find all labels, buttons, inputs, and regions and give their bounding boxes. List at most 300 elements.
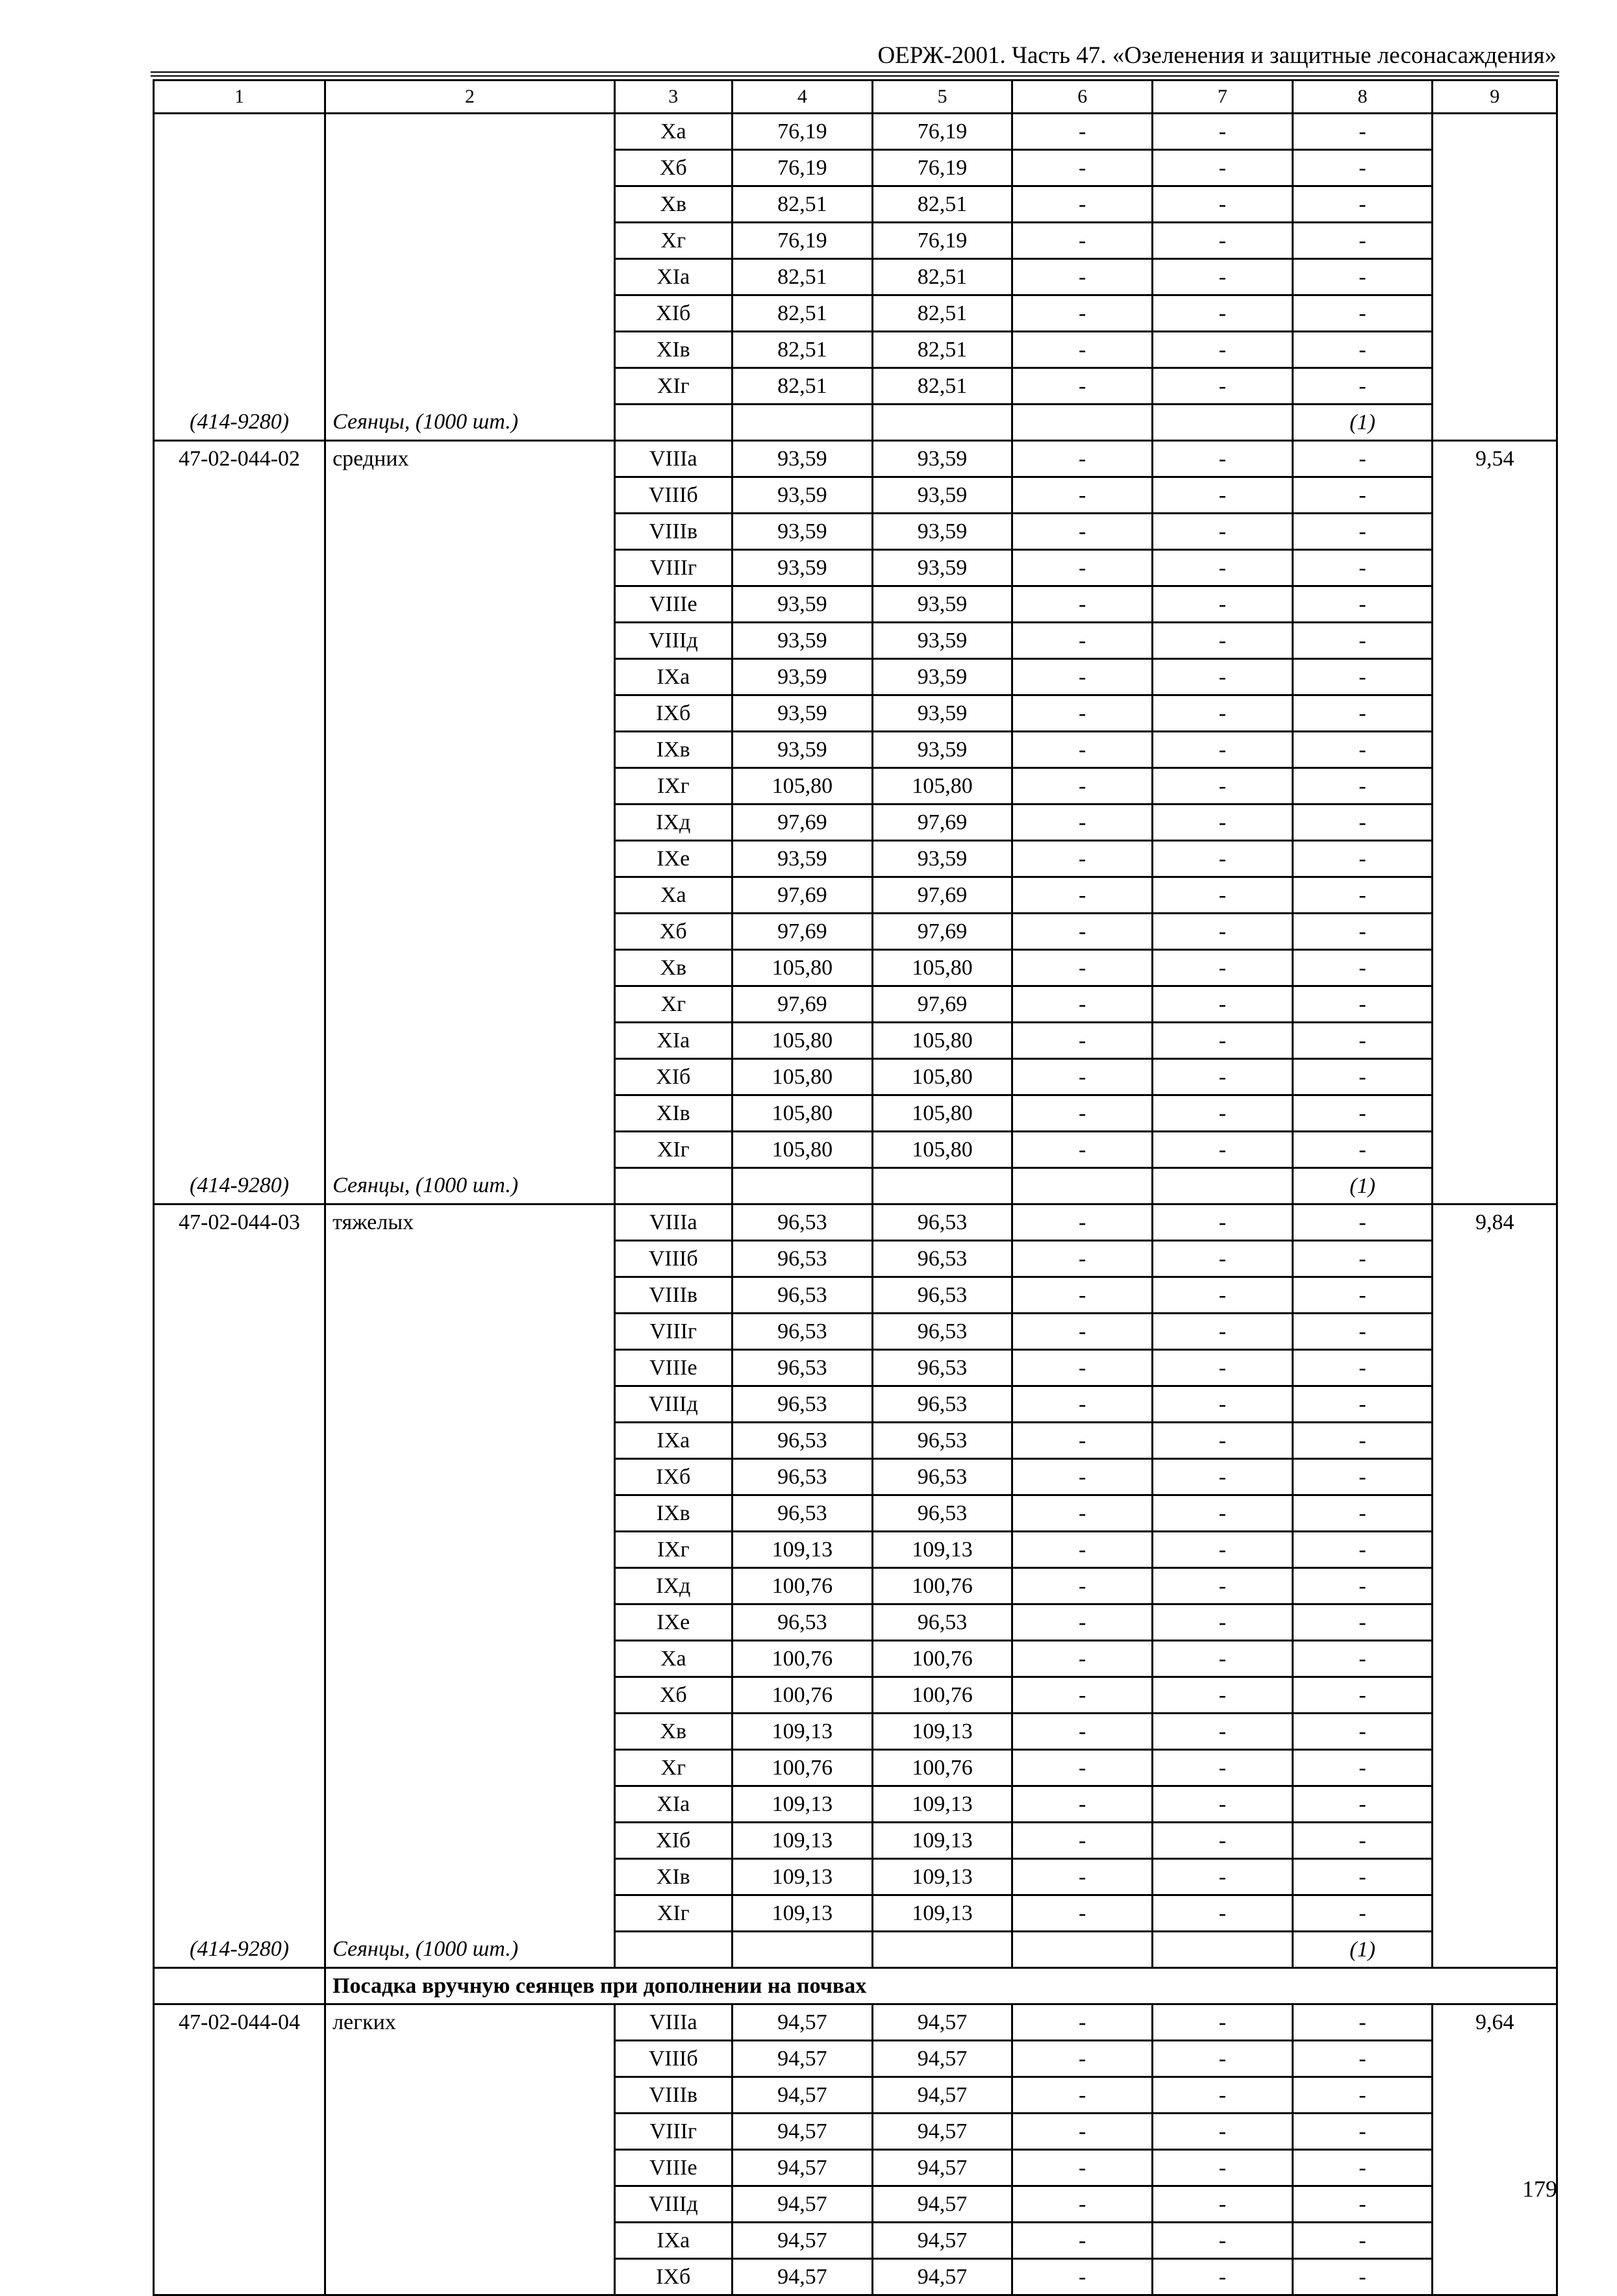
rate-code-cell [154, 586, 325, 623]
value-cell-8: - [1292, 2259, 1433, 2295]
table-row [154, 950, 1557, 986]
table-row [154, 150, 1557, 186]
value-cell-7: - [1153, 1241, 1293, 1277]
column-number: 6 [1012, 81, 1153, 114]
value-cell-6: - [1012, 805, 1153, 841]
value-cell-7: - [1153, 1859, 1293, 1895]
table-row [154, 841, 1557, 877]
work-name-cell [325, 514, 615, 550]
value-cell-7: - [1153, 914, 1293, 950]
resource-qty-cell: (1) [1292, 1168, 1433, 1204]
rate-code-cell [154, 1386, 325, 1423]
zone-cell: Xб [614, 914, 732, 950]
value-cell-8: - [1292, 695, 1433, 732]
value-cell-7: - [1153, 1604, 1293, 1641]
rate-code-cell [154, 2114, 325, 2150]
value-cell-4: 100,76 [732, 1568, 872, 1604]
zone-cell: Xг [614, 986, 732, 1023]
work-name-cell [325, 1750, 615, 1786]
empty-cell [1012, 405, 1153, 441]
value-cell-7: - [1153, 1786, 1293, 1823]
value-cell-6: - [1012, 2041, 1153, 2077]
value-cell-7: - [1153, 805, 1293, 841]
zone-cell: IXа [614, 2223, 732, 2259]
table-row [154, 550, 1557, 586]
value-cell-7: - [1153, 1495, 1293, 1532]
rate-code-cell [154, 805, 325, 841]
table-row [154, 1604, 1557, 1641]
work-name-cell [325, 586, 615, 623]
value-cell-4: 82,51 [732, 186, 872, 223]
rate-code-cell [154, 768, 325, 805]
value-cell-8: - [1292, 2004, 1433, 2041]
rate-code-cell [154, 1859, 325, 1895]
column-number: 9 [1433, 81, 1557, 114]
value-cell-7: - [1153, 2077, 1293, 2114]
resource-code-cell: (414-9280) [154, 1168, 325, 1204]
table-row [154, 1095, 1557, 1132]
rate-code-cell [154, 986, 325, 1023]
table-row [154, 223, 1557, 259]
value-cell-5: 93,59 [872, 841, 1012, 877]
table-row [154, 1532, 1557, 1568]
work-name-cell [325, 1350, 615, 1386]
value-cell-5: 100,76 [872, 1750, 1012, 1786]
zone-cell: Xа [614, 114, 732, 150]
zone-cell: VIIIа [614, 1204, 732, 1241]
value-cell-9 [1433, 1750, 1557, 1786]
value-cell-7: - [1153, 1204, 1293, 1241]
value-cell-5: 109,13 [872, 1532, 1012, 1568]
value-cell-4: 94,57 [732, 2041, 872, 2077]
table-row [154, 1132, 1557, 1168]
value-cell-9 [1433, 586, 1557, 623]
value-cell-4: 109,13 [732, 1859, 872, 1895]
table-row [154, 1568, 1557, 1604]
value-cell-6: - [1012, 1714, 1153, 1750]
value-cell-7: - [1153, 1095, 1293, 1132]
zone-cell: VIIIб [614, 477, 732, 514]
value-cell-5: 93,59 [872, 586, 1012, 623]
value-cell-6: - [1012, 1314, 1153, 1350]
value-cell-6: - [1012, 1677, 1153, 1714]
value-cell-5: 97,69 [872, 877, 1012, 914]
column-number: 2 [325, 81, 615, 114]
rate-code-cell [154, 332, 325, 368]
value-cell-6: - [1012, 695, 1153, 732]
zone-cell: IXб [614, 1459, 732, 1495]
empty-cell [872, 405, 1012, 441]
value-cell-5: 94,57 [872, 2114, 1012, 2150]
value-cell-6: - [1012, 550, 1153, 586]
table-row [154, 1750, 1557, 1786]
work-name-cell [325, 2114, 615, 2150]
table-row [154, 1314, 1557, 1350]
value-cell-4: 96,53 [732, 1277, 872, 1314]
rate-code-cell [154, 1750, 325, 1786]
table-row [154, 2041, 1557, 2077]
empty-cell [154, 1968, 325, 2004]
value-cell-4: 93,59 [732, 841, 872, 877]
value-cell-7: - [1153, 1277, 1293, 1314]
value-cell-9 [1433, 1641, 1557, 1677]
value-cell-7: - [1153, 1714, 1293, 1750]
table-row [154, 441, 1557, 477]
value-cell-5: 109,13 [872, 1859, 1012, 1895]
value-cell-6: - [1012, 841, 1153, 877]
value-cell-7: - [1153, 441, 1293, 477]
value-cell-5: 94,57 [872, 2223, 1012, 2259]
table-row [154, 805, 1557, 841]
value-cell-5: 96,53 [872, 1386, 1012, 1423]
value-cell-5: 94,57 [872, 2186, 1012, 2223]
value-cell-8: - [1292, 1641, 1433, 1677]
rate-code-cell [154, 1495, 325, 1532]
value-cell-9 [1433, 950, 1557, 986]
value-cell-6: - [1012, 586, 1153, 623]
zone-cell: XIг [614, 1132, 732, 1168]
work-name-cell [325, 1786, 615, 1823]
value-cell-6: - [1012, 1859, 1153, 1895]
work-name-cell: тяжелых [325, 1204, 615, 1241]
value-cell-7: - [1153, 659, 1293, 695]
value-cell-6: - [1012, 1204, 1153, 1241]
value-cell-4: 96,53 [732, 1314, 872, 1350]
table-row [154, 2114, 1557, 2150]
empty-cell [1433, 1932, 1557, 1968]
value-cell-9 [1433, 295, 1557, 332]
value-cell-5: 82,51 [872, 186, 1012, 223]
value-cell-6: - [1012, 1095, 1153, 1132]
zone-cell: VIIIа [614, 2004, 732, 2041]
value-cell-9: 9,84 [1433, 1204, 1557, 1241]
rates-table [153, 79, 1558, 2296]
value-cell-4: 94,57 [732, 2150, 872, 2186]
table-row [154, 695, 1557, 732]
work-name-cell [325, 986, 615, 1023]
value-cell-5: 96,53 [872, 1495, 1012, 1532]
value-cell-8: - [1292, 1350, 1433, 1386]
empty-cell [1012, 1932, 1153, 1968]
resource-row [154, 1932, 1557, 1968]
value-cell-6: - [1012, 1532, 1153, 1568]
value-cell-4: 97,69 [732, 805, 872, 841]
value-cell-7: - [1153, 295, 1293, 332]
rate-code-cell [154, 2259, 325, 2295]
work-name-cell [325, 732, 615, 768]
value-cell-5: 96,53 [872, 1204, 1012, 1241]
value-cell-6: - [1012, 332, 1153, 368]
work-name-cell [325, 2041, 615, 2077]
work-name-cell [325, 186, 615, 223]
table-row [154, 1677, 1557, 1714]
value-cell-7: - [1153, 1423, 1293, 1459]
value-cell-5: 93,59 [872, 550, 1012, 586]
table-row [154, 732, 1557, 768]
value-cell-7: - [1153, 841, 1293, 877]
rate-code-cell [154, 914, 325, 950]
value-cell-5: 82,51 [872, 332, 1012, 368]
value-cell-5: 96,53 [872, 1604, 1012, 1641]
table-row [154, 623, 1557, 659]
resource-code-cell: (414-9280) [154, 405, 325, 441]
value-cell-4: 105,80 [732, 950, 872, 986]
value-cell-8: - [1292, 1823, 1433, 1859]
value-cell-5: 97,69 [872, 914, 1012, 950]
value-cell-7: - [1153, 186, 1293, 223]
value-cell-5: 100,76 [872, 1677, 1012, 1714]
work-name-cell [325, 332, 615, 368]
work-name-cell [325, 114, 615, 150]
table-row [154, 477, 1557, 514]
value-cell-8: - [1292, 659, 1433, 695]
value-cell-6: - [1012, 259, 1153, 295]
value-cell-6: - [1012, 623, 1153, 659]
value-cell-8: - [1292, 150, 1433, 186]
value-cell-7: - [1153, 332, 1293, 368]
work-name-cell: средних [325, 441, 615, 477]
value-cell-8: - [1292, 877, 1433, 914]
value-cell-5: 109,13 [872, 1895, 1012, 1932]
value-cell-9 [1433, 805, 1557, 841]
value-cell-6: - [1012, 2114, 1153, 2150]
table-row [154, 295, 1557, 332]
zone-cell: Xг [614, 223, 732, 259]
zone-cell: VIIIб [614, 1241, 732, 1277]
zone-cell: VIIIг [614, 2114, 732, 2150]
table-row [154, 1895, 1557, 1932]
rate-code-cell [154, 477, 325, 514]
value-cell-9 [1433, 1314, 1557, 1350]
empty-cell [732, 405, 872, 441]
rate-code-cell: 47-02-044-02 [154, 441, 325, 477]
value-cell-6: - [1012, 2004, 1153, 2041]
rate-code-cell [154, 2041, 325, 2077]
table-row [154, 1277, 1557, 1314]
table-row [154, 768, 1557, 805]
value-cell-4: 105,80 [732, 768, 872, 805]
value-cell-9 [1433, 1568, 1557, 1604]
value-cell-9 [1433, 1241, 1557, 1277]
value-cell-9 [1433, 514, 1557, 550]
value-cell-4: 96,53 [732, 1459, 872, 1495]
value-cell-7: - [1153, 1314, 1293, 1350]
page-header-title: ОЕРЖ-2001. Часть 47. «Озеленения и защитные лесонасаждения» [877, 42, 1557, 69]
value-cell-6: - [1012, 1241, 1153, 1277]
value-cell-4: 100,76 [732, 1750, 872, 1786]
table-row [154, 877, 1557, 914]
value-cell-9 [1433, 986, 1557, 1023]
zone-cell: Xв [614, 186, 732, 223]
value-cell-5: 96,53 [872, 1241, 1012, 1277]
empty-cell [614, 1932, 732, 1968]
rate-code-cell [154, 659, 325, 695]
value-cell-5: 105,80 [872, 1059, 1012, 1095]
value-cell-5: 96,53 [872, 1423, 1012, 1459]
table-row [154, 1459, 1557, 1495]
rate-code-cell [154, 1350, 325, 1386]
value-cell-9 [1433, 477, 1557, 514]
resource-code-cell: (414-9280) [154, 1932, 325, 1968]
work-name-cell [325, 1604, 615, 1641]
value-cell-8: - [1292, 1095, 1433, 1132]
value-cell-8: - [1292, 1277, 1433, 1314]
value-cell-7: - [1153, 368, 1293, 405]
value-cell-7: - [1153, 623, 1293, 659]
value-cell-6: - [1012, 295, 1153, 332]
value-cell-9 [1433, 2114, 1557, 2150]
value-cell-6: - [1012, 768, 1153, 805]
value-cell-5: 96,53 [872, 1350, 1012, 1386]
value-cell-7: - [1153, 732, 1293, 768]
value-cell-6: - [1012, 2259, 1153, 2295]
value-cell-7: - [1153, 550, 1293, 586]
work-name-cell [325, 768, 615, 805]
work-name-cell [325, 1495, 615, 1532]
value-cell-6: - [1012, 368, 1153, 405]
value-cell-6: - [1012, 186, 1153, 223]
column-number: 7 [1153, 81, 1293, 114]
value-cell-9 [1433, 1895, 1557, 1932]
value-cell-5: 96,53 [872, 1314, 1012, 1350]
table-row [154, 1641, 1557, 1677]
rate-code-cell [154, 2186, 325, 2223]
work-name-cell [325, 1095, 615, 1132]
value-cell-5: 82,51 [872, 295, 1012, 332]
value-cell-4: 109,13 [732, 1895, 872, 1932]
value-cell-7: - [1153, 1895, 1293, 1932]
work-name-cell [325, 914, 615, 950]
rate-code-cell [154, 259, 325, 295]
rate-code-cell [154, 223, 325, 259]
table-row [154, 914, 1557, 950]
value-cell-4: 82,51 [732, 368, 872, 405]
value-cell-7: - [1153, 477, 1293, 514]
value-cell-4: 94,57 [732, 2114, 872, 2150]
value-cell-6: - [1012, 659, 1153, 695]
resource-row [154, 1168, 1557, 1204]
value-cell-4: 105,80 [732, 1095, 872, 1132]
work-name-cell: легких [325, 2004, 615, 2041]
work-name-cell [325, 550, 615, 586]
zone-cell: XIб [614, 1059, 732, 1095]
zone-cell: IXа [614, 1423, 732, 1459]
zone-cell: XIв [614, 1859, 732, 1895]
value-cell-4: 93,59 [732, 695, 872, 732]
value-cell-6: - [1012, 1604, 1153, 1641]
value-cell-8: - [1292, 623, 1433, 659]
value-cell-4: 94,57 [732, 2259, 872, 2295]
rate-code-cell [154, 514, 325, 550]
value-cell-8: - [1292, 514, 1433, 550]
group-heading: Посадка вручную сеянцев при дополнении на почвах [325, 1968, 1557, 2004]
value-cell-6: - [1012, 2150, 1153, 2186]
value-cell-6: - [1012, 1386, 1153, 1423]
rate-code-cell [154, 695, 325, 732]
work-name-cell [325, 1895, 615, 1932]
rate-code-cell [154, 186, 325, 223]
value-cell-5: 94,57 [872, 2077, 1012, 2114]
work-name-cell [325, 2259, 615, 2295]
value-cell-9 [1433, 368, 1557, 405]
rate-code-cell [154, 877, 325, 914]
value-cell-9 [1433, 1277, 1557, 1314]
value-cell-8: - [1292, 1604, 1433, 1641]
work-name-cell [325, 1423, 615, 1459]
zone-cell: XIв [614, 332, 732, 368]
value-cell-6: - [1012, 1132, 1153, 1168]
value-cell-8: - [1292, 1495, 1433, 1532]
rate-code-cell [154, 1532, 325, 1568]
value-cell-8: - [1292, 332, 1433, 368]
table-row [154, 332, 1557, 368]
value-cell-9 [1433, 768, 1557, 805]
value-cell-9 [1433, 1423, 1557, 1459]
value-cell-9 [1433, 1095, 1557, 1132]
column-number-row [154, 81, 1557, 114]
value-cell-9 [1433, 223, 1557, 259]
value-cell-5: 76,19 [872, 150, 1012, 186]
value-cell-9 [1433, 914, 1557, 950]
value-cell-4: 96,53 [732, 1241, 872, 1277]
value-cell-5: 109,13 [872, 1786, 1012, 1823]
value-cell-5: 93,59 [872, 695, 1012, 732]
resource-name-cell: Сеянцы, (1000 шт.) [325, 1932, 615, 1968]
value-cell-8: - [1292, 2114, 1433, 2150]
empty-cell [1433, 405, 1557, 441]
rate-code-cell [154, 1786, 325, 1823]
rate-code-cell [154, 1314, 325, 1350]
work-name-cell [325, 695, 615, 732]
rate-code-cell [154, 623, 325, 659]
table-row [154, 1241, 1557, 1277]
value-cell-7: - [1153, 986, 1293, 1023]
column-number: 3 [614, 81, 732, 114]
table-row [154, 186, 1557, 223]
value-cell-8: - [1292, 914, 1433, 950]
work-name-cell [325, 805, 615, 841]
column-number: 8 [1292, 81, 1433, 114]
value-cell-7: - [1153, 1677, 1293, 1714]
resource-name-cell: Сеянцы, (1000 шт.) [325, 1168, 615, 1204]
zone-cell: IXб [614, 695, 732, 732]
work-name-cell [325, 1132, 615, 1168]
value-cell-5: 76,19 [872, 114, 1012, 150]
value-cell-8: - [1292, 368, 1433, 405]
value-cell-8: - [1292, 1568, 1433, 1604]
value-cell-8: - [1292, 1895, 1433, 1932]
value-cell-7: - [1153, 1459, 1293, 1495]
value-cell-9 [1433, 332, 1557, 368]
table-row [154, 2223, 1557, 2259]
value-cell-4: 94,57 [732, 2186, 872, 2223]
value-cell-9 [1433, 1604, 1557, 1641]
value-cell-5: 100,76 [872, 1568, 1012, 1604]
zone-cell: VIIIд [614, 623, 732, 659]
work-name-cell [325, 1314, 615, 1350]
value-cell-7: - [1153, 1568, 1293, 1604]
zone-cell: Xа [614, 1641, 732, 1677]
rate-code-cell [154, 2077, 325, 2114]
work-name-cell [325, 623, 615, 659]
value-cell-4: 97,69 [732, 877, 872, 914]
value-cell-8: - [1292, 1459, 1433, 1495]
work-name-cell [325, 877, 615, 914]
value-cell-5: 94,57 [872, 2150, 1012, 2186]
value-cell-4: 96,53 [732, 1423, 872, 1459]
work-name-cell [325, 2077, 615, 2114]
table-row [154, 2259, 1557, 2295]
